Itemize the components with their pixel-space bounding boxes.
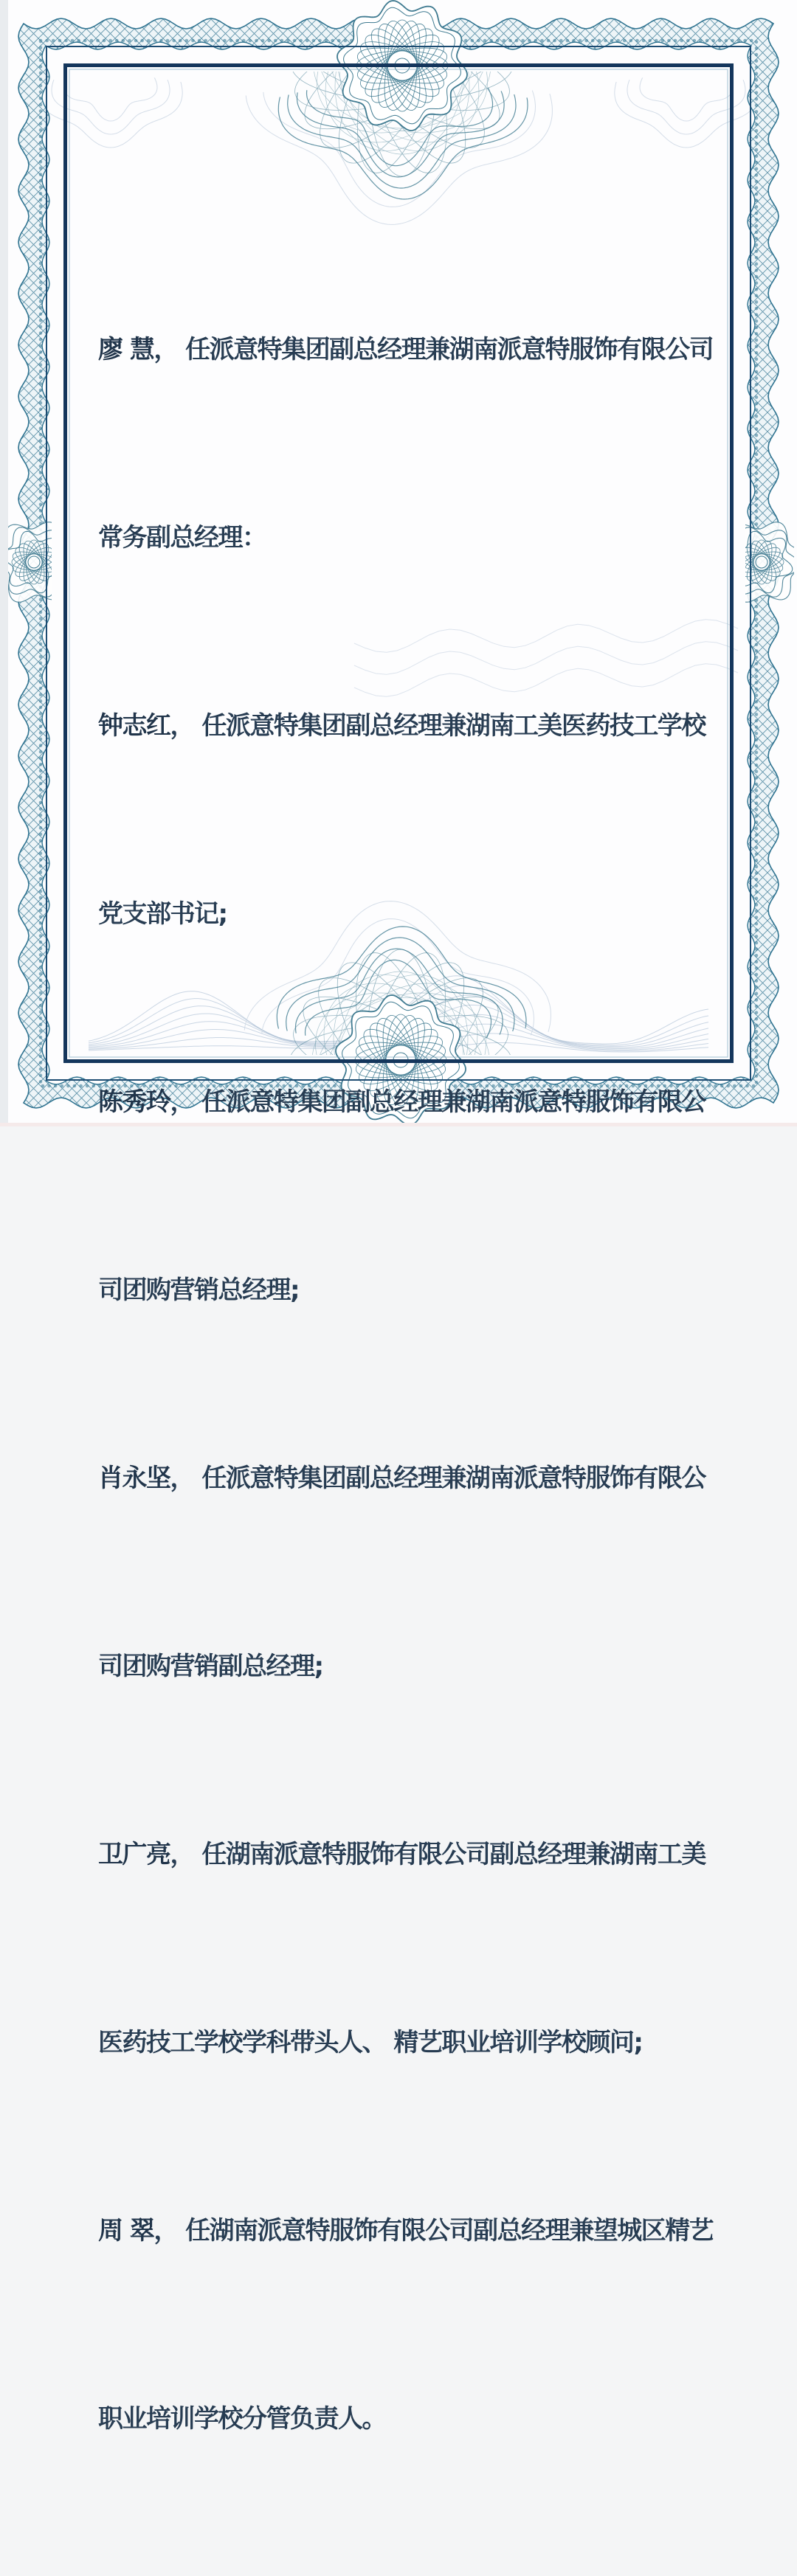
text-line — [98, 883, 748, 946]
appointment-text: ， 任湖南派意特服饰有限公司副总经理兼望城区精艺 — [153, 2216, 714, 2246]
appointment-text: 医药技工学校学科带头人、 精艺职业培训学校顾问; — [98, 2028, 643, 2057]
appointment-text: ， 任派意特集团副总经理兼湖南工美医药技工学校 — [170, 711, 705, 741]
photo-edge-left — [0, 0, 8, 1126]
person-name: 钟志红 — [98, 711, 170, 741]
person-name: 卫广亮 — [98, 1840, 170, 1869]
person-name: 廖 慧 — [98, 335, 154, 364]
appointment-list — [98, 193, 748, 2576]
appointment-text: ， 任派意特集团副总经理兼湖南派意特服饰有限公司 — [153, 335, 714, 364]
appointment-text: ， 任派意特集团副总经理兼湖南派意特服饰有限公 — [170, 1464, 705, 1493]
appointment-text: ， 任派意特集团副总经理兼湖南派意特服饰有限公 — [170, 1087, 705, 1117]
person-name: 陈秀玲 — [98, 1087, 170, 1117]
appointment-text: 职业培训学校分管负责人。 — [98, 2404, 386, 2434]
text-line — [98, 695, 748, 758]
text-line — [98, 319, 748, 381]
text-line — [98, 1447, 748, 1510]
person-name: 肖永坚 — [98, 1464, 170, 1493]
text-line — [98, 507, 748, 569]
appointment-text: ， 任湖南派意特服饰有限公司副总经理兼湖南工美 — [170, 1840, 705, 1869]
text-line — [98, 2388, 748, 2451]
text-line — [98, 1259, 748, 1322]
person-name: 周 翠 — [98, 2216, 154, 2246]
text-line — [98, 2012, 748, 2074]
appointment-text: 党支部书记; — [98, 899, 227, 929]
text-line — [98, 1824, 748, 1886]
text-line — [98, 1635, 748, 1698]
appointment-text: 司团购营销总经理; — [98, 1275, 300, 1305]
text-line — [98, 1071, 748, 1134]
appointment-text: 常务副总经理： — [98, 523, 266, 553]
appointment-text: 司团购营销副总经理; — [98, 1652, 323, 1681]
text-line — [98, 2200, 748, 2262]
